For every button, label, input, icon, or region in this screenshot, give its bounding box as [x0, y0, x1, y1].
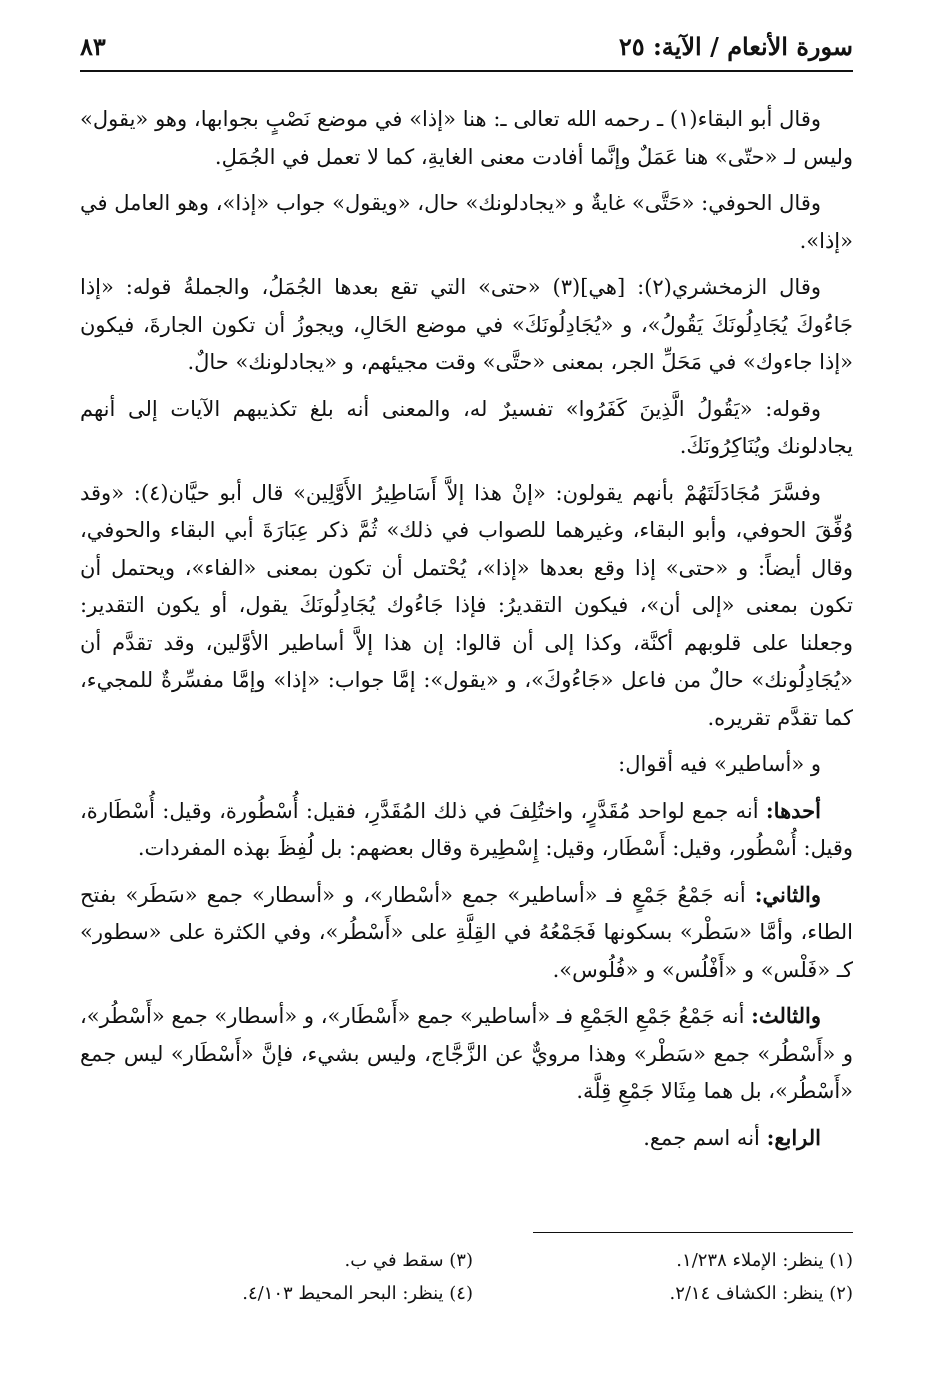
footnote: (٣) سقط في ب. [344, 1250, 473, 1271]
paragraph [80, 997, 853, 1111]
paragraph [80, 100, 853, 176]
footnotes-left-column [93, 1244, 473, 1310]
paragraph-text: أنه جَمْعُ جَمْعٍ فـ «أساطير» جمع «أسْطار»، و «أسطار» جمع «سَطَر» بفتح الطاء، وأمَّا «سَطْر» بسكونها فَجَمْعُهُ في القِلَّةِ على «أَسْطُر»، وفي الكثرة على «سطور» كـ «فَلْس» و «أَفْلُس» و «فُلُوس». [80, 882, 853, 982]
paragraph-text: أنه جمع لواحد مُقَدَّرٍ، واختُلِفَ في ذلك المُقَدَّرِ، فقيل: أُسْطُورة، وقيل: أُسْطَارة، وقيل: أُسْطُور، وقيل: أَسْطَار، وقيل: إِسْطِيرة وقال بعضهم: بل لُفِظَ بهذه المفردات. [80, 798, 853, 860]
paragraph-lead: الرابع: [766, 1124, 821, 1150]
paragraph [80, 474, 853, 738]
footnotes-right-column [473, 1244, 853, 1310]
paragraph-text: أنه جَمْعُ جَمْعِ الجَمْعِ فـ «أساطير» جمع «أَسْطَار»، و «أسطار» جمع «أَسْطُر»، و «أَسْطُر» جمع «سَطْر» وهذا مرويٌّ عن الزَّجَّاج، وليس بشيء، فإنَّ «أَسْطَار» ليس جمع «أَسْطُر»، بل هما مِثَالا جَمْعِ قِلَّة. [79, 1004, 853, 1103]
paragraph [80, 268, 853, 382]
paragraph-text: وفسَّرَ مُجَادَلَتَهُمْ بأنهم يقولون: «إنْ هذا إلاَّ أَسَاطِيرُ الأَوَّلِين» قال أبو حيَّان(٤): «وقد وُفِّقَ الحوفي، وأبو البقاء، وغيرهما للصواب في ذلك» ثُمَّ ذكر عِبَارَةَ أبي البقاء والحوفي، وقال أيضاً: و «حتى» إذا وقع بعدها «إذا»، يُحْتمل أن تكون بمعنى «الفاء»، ويحتمل أن تكون بمعنى «إلى أن»، فيكون التقديرُ: فإذا جَاءُوك يُجَادِلُونَكَ يقول، أو يكون التقدير: وجعلنا على قلوبهم أكنَّة، وكذا إلى أن قالوا: إن هذا إلاَّ أساطير الأوَّلين، وقد تقدَّم أن «يُجَادِلُونك» حالٌ من فاعل «جَاءُوكَ»، و «يقول»: إمَّا جواب: «إذا» وإمَّا مفسِّرةٌ للمجيء، كما تقدَّم تقريره. [80, 480, 853, 730]
running-header [80, 30, 853, 72]
header-title: سورة الأنعام / الآية: ٢٥ [618, 32, 853, 61]
paragraph [80, 184, 853, 260]
paragraph [80, 1119, 853, 1158]
paragraph-lead: والثالث: [751, 1003, 821, 1028]
paragraph [80, 792, 853, 868]
paragraph [80, 876, 853, 990]
paragraph-text: وقال أبو البقاء(١) ـ رحمه الله تعالى ـ: هنا «إذا» في موضع نَصْبٍ بجوابها، وهو «يقول» وليس لـ «حتّى» هنا عَمَلٌ وإنَّما أفادت معنى الغايةِ، كما لا تعمل في الجُمَلِ. [80, 107, 853, 169]
footnote: (١) ينظر: الإملاء ١/٢٣٨. [676, 1250, 853, 1271]
paragraph-lead: والثاني: [754, 881, 821, 907]
footnote: (٢) ينظر: الكشاف ٢/١٤. [669, 1283, 853, 1304]
footnote-divider [533, 1232, 853, 1233]
paragraph-text: و «أساطير» فيه أقوال: [618, 752, 821, 776]
paragraph-text: وقال الزمخشري(٢): [هي](٣) «حتى» التي تقع بعدها الجُمَلُ، والجملةُ قوله: «إذا جَاءُوكَ يُجَادِلُونَكَ يَقُولُ»، و «يُجَادِلُونَكَ» في موضع الحَالِ، ويجوزُ أن تكون الجارةَ، فيكون «إذا جاءوك» في مَحَلِّ الجر، بمعنى «حتَّى» وقت مجيئهم، و «يجادلونك» حالٌ. [80, 275, 853, 374]
paragraph [80, 745, 853, 784]
paragraph-lead: أحدها: [765, 797, 821, 823]
footnote: (٤) ينظر: البحر المحيط ٤/١٠٣. [242, 1283, 473, 1304]
paragraph-text: وقال الحوفي: «حَتَّى» غايةٌ و «يجادلونك» حال، «ويقول» جواب «إذا»، وهو العامل في «إذا». [80, 191, 853, 253]
paragraph-text: وقوله: «يَقُولُ الَّذِينَ كَفَرُوا» تفسيرٌ له، والمعنى أنه بلغ تكذيبهم الآيات إلى أنهم يجادلونك ويُنَاكِرُونَكَ. [80, 396, 853, 458]
main-text [80, 100, 853, 1165]
paragraph [80, 390, 853, 466]
page-number: ٨٣ [80, 32, 106, 61]
paragraph-text: أنه اسم جمع. [643, 1125, 767, 1150]
